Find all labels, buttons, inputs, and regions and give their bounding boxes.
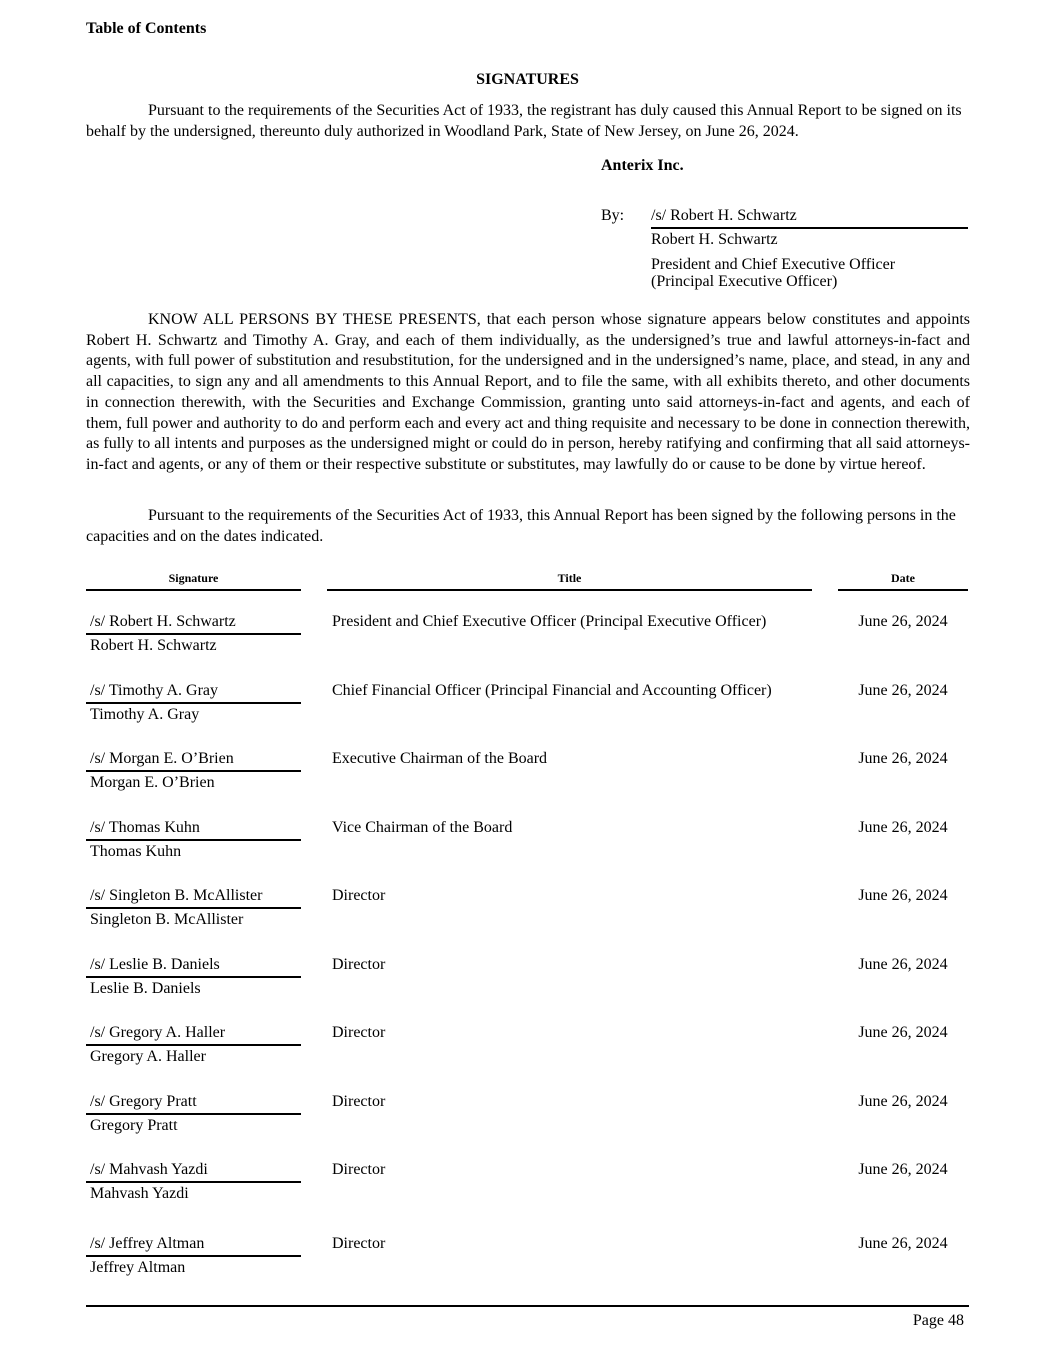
- table-row: [0, 1234, 1055, 1294]
- table-row: [0, 749, 1055, 809]
- table-row: [0, 818, 1055, 878]
- signature-cell: /s/ Robert H. Schwartz: [86, 612, 301, 635]
- table-row: [0, 1023, 1055, 1083]
- signer-title: President and Chief Executive Officer (Principal Executive Officer): [332, 613, 767, 630]
- signer-name: Gregory Pratt: [90, 1117, 178, 1134]
- signature-cell: /s/ Timothy A. Gray: [86, 681, 301, 704]
- signature-date: June 26, 2024: [858, 1161, 948, 1178]
- signature-cell: /s/ Jeffrey Altman: [86, 1234, 301, 1257]
- signer-title: Director: [332, 1161, 386, 1178]
- table-of-contents-link[interactable]: Table of Contents: [86, 20, 207, 37]
- signer-name: Timothy A. Gray: [90, 706, 200, 723]
- table-row: [0, 1092, 1055, 1152]
- signature-date: June 26, 2024: [858, 682, 948, 699]
- signer-title: Director: [332, 1235, 386, 1252]
- footer-divider: [86, 1305, 969, 1307]
- signature-date: June 26, 2024: [858, 613, 948, 630]
- page-title: SIGNATURES: [476, 71, 579, 88]
- signature-date: June 26, 2024: [858, 887, 948, 904]
- signature-date: June 26, 2024: [858, 1235, 948, 1252]
- signer-name: Gregory A. Haller: [90, 1048, 206, 1065]
- by-label: By:: [601, 207, 625, 224]
- registrant-title-line1: President and Chief Executive Officer: [651, 256, 896, 273]
- signature-date: June 26, 2024: [858, 750, 948, 767]
- signer-title: Vice Chairman of the Board: [332, 819, 513, 836]
- signature-cell: /s/ Gregory Pratt: [86, 1092, 301, 1115]
- signer-title: Director: [332, 956, 386, 973]
- signature-date: June 26, 2024: [858, 956, 948, 973]
- intro-paragraph: Pursuant to the requirements of the Securities Act of 1933, the registrant has duly caused this Annual Report to be signed on its behalf by the undersigned, thereunto duly authorized in Woodland Park, State of New Jersey, on June 26, 2024.: [86, 102, 962, 140]
- table-row: [0, 1160, 1055, 1220]
- column-header-signature: Signature: [86, 570, 301, 591]
- signature-cell: /s/ Gregory A. Haller: [86, 1023, 301, 1046]
- signer-title: Executive Chairman of the Board: [332, 750, 548, 767]
- signature-date: June 26, 2024: [858, 1024, 948, 1041]
- signer-name: Thomas Kuhn: [90, 843, 182, 860]
- signer-title: Chief Financial Officer (Principal Financial and Accounting Officer): [332, 682, 772, 699]
- page-number: Page 48: [912, 1312, 964, 1329]
- signer-name: Mahvash Yazdi: [90, 1185, 189, 1202]
- signer-name: Morgan E. O’Brien: [90, 774, 215, 791]
- registrant-signer-title: [651, 256, 895, 290]
- power-of-attorney-paragraph: KNOW ALL PERSONS BY THESE PRESENTS, that each person whose signature appears below constitutes and appoints Robert H. Schwartz and Timothy A. Gray, and each of them individually, as the undersigned’s true and lawful attorneys-in-fact and agents, with full power of substitution and resubstitution, for the undersigned and in the undersigned’s name, place, and stead, in any and all capacities, to sign any and all amendments to this Annual Report, and to file the same, with all exhibits thereto, and other documents in connection therewith, with the Securities and Exchange Commission, granting unto said attorneys-in-fact and agents, and each of them, full power and authority to do and perform each and every act and thing requisite and necessary to be done in connection therewith, as fully to all intents and purposes as the undersigned might or could do in person, hereby ratifying and confirming that all said attorneys-in-fact and agents, or any of them or their respective substitute or substitutes, may lawfully do or cause to be done by virtue hereof.: [86, 311, 970, 473]
- capacity-paragraph: Pursuant to the requirements of the Securities Act of 1933, this Annual Report has been signed by the following persons in the capacities and on the dates indicated.: [86, 507, 956, 545]
- signature-cell: /s/ Morgan E. O’Brien: [86, 749, 301, 772]
- column-header-title: Title: [327, 570, 812, 591]
- table-row: [0, 886, 1055, 946]
- signer-name: Robert H. Schwartz: [90, 637, 217, 654]
- signature-date: June 26, 2024: [858, 1093, 948, 1110]
- column-header-date: Date: [838, 570, 968, 591]
- signer-name: Jeffrey Altman: [90, 1259, 186, 1276]
- signer-title: Director: [332, 1024, 386, 1041]
- signature-date: June 26, 2024: [858, 819, 948, 836]
- registrant-signature: /s/ Robert H. Schwartz: [651, 206, 968, 229]
- table-row: [0, 955, 1055, 1015]
- registrant-title-line2: (Principal Executive Officer): [651, 273, 838, 290]
- signature-cell: /s/ Mahvash Yazdi: [86, 1160, 301, 1183]
- signature-cell: /s/ Thomas Kuhn: [86, 818, 301, 841]
- signer-title: Director: [332, 887, 386, 904]
- signer-name: Singleton B. McAllister: [90, 911, 244, 928]
- registrant-signer-name: Robert H. Schwartz: [651, 231, 778, 248]
- table-row: [0, 612, 1055, 672]
- signer-title: Director: [332, 1093, 386, 1110]
- signature-cell: /s/ Singleton B. McAllister: [86, 886, 301, 909]
- signature-cell: /s/ Leslie B. Daniels: [86, 955, 301, 978]
- table-row: [0, 681, 1055, 741]
- signer-name: Leslie B. Daniels: [90, 980, 201, 997]
- company-name: Anterix Inc.: [601, 157, 684, 174]
